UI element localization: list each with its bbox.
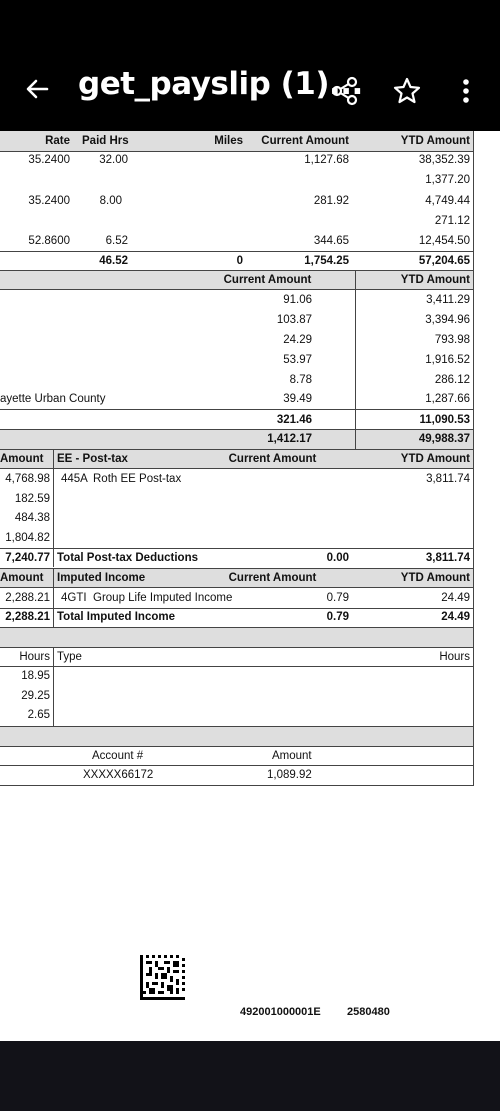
deduction-code: 445A bbox=[61, 473, 88, 485]
tax-current: 8.78 bbox=[289, 374, 312, 386]
earnings-current: 1,127.68 bbox=[304, 154, 349, 166]
earnings-rate: 52.8600 bbox=[28, 235, 70, 247]
deductions-left-value: 4,768.98 bbox=[5, 473, 50, 485]
tax-current: 91.06 bbox=[283, 294, 312, 306]
tax-current: 24.29 bbox=[283, 334, 312, 346]
bottom-bar bbox=[0, 1041, 500, 1111]
deduction-ytd: 3,811.74 bbox=[426, 473, 470, 485]
tax-ytd: 793.98 bbox=[434, 334, 470, 346]
deductions-left-value: 484.38 bbox=[14, 512, 50, 524]
imputed-left-value: 2,288.21 bbox=[5, 592, 50, 604]
deductions-current-header: Current Amount bbox=[228, 453, 317, 465]
deductions-title: EE - Post-tax bbox=[57, 453, 128, 465]
deduction-name: Roth EE Post-tax bbox=[93, 473, 182, 485]
earnings-ytd: 1,377.20 bbox=[425, 174, 470, 186]
deposit-section-band bbox=[0, 727, 473, 746]
deductions-ytd-header: YTD Amount bbox=[400, 453, 470, 465]
leave-type-header: Type bbox=[57, 651, 82, 663]
more-vert-icon[interactable] bbox=[454, 76, 478, 106]
deductions-left-value: 182.59 bbox=[14, 493, 50, 505]
tax-ytd: 1,287.66 bbox=[425, 393, 470, 405]
taxes-total-ytd: 11,090.53 bbox=[419, 414, 470, 426]
imputed-total-label: Total Imputed Income bbox=[57, 611, 175, 623]
deductions-left-total: 7,240.77 bbox=[5, 552, 50, 564]
imputed-total-ytd: 24.49 bbox=[441, 611, 470, 623]
earnings-hrs: 8.00 bbox=[99, 195, 122, 207]
deductions-left-header: Amount bbox=[0, 453, 44, 465]
deposit-amount: 1,089.92 bbox=[267, 769, 312, 781]
earnings-hrs: 32.00 bbox=[99, 154, 128, 166]
earnings-hrs: 6.52 bbox=[105, 235, 128, 247]
back-arrow-icon[interactable] bbox=[22, 74, 52, 104]
footer-code-1: 492001000001E bbox=[240, 1006, 321, 1018]
deductions-total-label: Total Post-tax Deductions bbox=[57, 552, 198, 564]
earnings-current: 344.65 bbox=[313, 235, 349, 247]
imputed-total-current: 0.79 bbox=[326, 611, 349, 623]
datamatrix-barcode bbox=[140, 955, 185, 1000]
deposit-account: XXXXX66172 bbox=[83, 769, 154, 781]
leave-hours-value: 2.65 bbox=[27, 709, 50, 721]
taxes-current-header: Current Amount bbox=[223, 274, 312, 286]
tax-label: ayette Urban County bbox=[0, 393, 106, 405]
earnings-ytd: 12,454.50 bbox=[418, 235, 470, 247]
payslip-document bbox=[0, 131, 500, 1041]
leave-hours-value: 29.25 bbox=[21, 690, 50, 702]
grand-total-ytd: 49,988.37 bbox=[418, 433, 470, 445]
earnings-ytd: 4,749.44 bbox=[425, 195, 470, 207]
earnings-total-hrs: 46.52 bbox=[99, 255, 128, 267]
imputed-code: 4GTI bbox=[61, 592, 87, 604]
star-icon[interactable] bbox=[392, 76, 422, 106]
imputed-left-header: Amount bbox=[0, 572, 44, 584]
earnings-paidhrs-header: Paid Hrs bbox=[82, 135, 129, 147]
imputed-current-header: Current Amount bbox=[228, 572, 317, 584]
earnings-total-current: 1,754.25 bbox=[304, 255, 349, 267]
deductions-total-ytd: 3,811.74 bbox=[425, 552, 470, 564]
tax-ytd: 3,411.29 bbox=[426, 294, 470, 306]
earnings-total-miles: 0 bbox=[236, 255, 243, 267]
earnings-current-header: Current Amount bbox=[261, 135, 349, 147]
earnings-ytd: 271.12 bbox=[434, 215, 470, 227]
share-icon[interactable] bbox=[331, 76, 359, 106]
tax-ytd: 1,916.52 bbox=[425, 354, 470, 366]
imputed-title: Imputed Income bbox=[57, 572, 146, 584]
imputed-ytd: 24.49 bbox=[441, 592, 470, 604]
tax-ytd: 286.12 bbox=[434, 374, 470, 386]
leave-hours-value: 18.95 bbox=[21, 670, 50, 682]
deposit-amount-header: Amount bbox=[272, 750, 312, 762]
leave-right-header: Hours bbox=[439, 651, 470, 663]
earnings-rate-header: Rate bbox=[45, 135, 70, 147]
taxes-ytd-header: YTD Amount bbox=[400, 274, 470, 286]
leave-section-band bbox=[0, 628, 473, 647]
earnings-rate: 35.2400 bbox=[28, 195, 70, 207]
app-bar bbox=[0, 0, 500, 131]
tax-current: 39.49 bbox=[283, 393, 312, 405]
earnings-rate: 35.2400 bbox=[28, 154, 70, 166]
leave-left-header: Hours bbox=[19, 651, 50, 663]
tax-ytd: 3,394.96 bbox=[425, 314, 470, 326]
imputed-name: Group Life Imputed Income bbox=[93, 592, 233, 604]
imputed-left-total: 2,288.21 bbox=[5, 611, 50, 623]
document-title: get_payslip (1)... bbox=[78, 66, 363, 102]
earnings-ytd-header: YTD Amount bbox=[400, 135, 470, 147]
earnings-ytd: 38,352.39 bbox=[418, 154, 470, 166]
imputed-current: 0.79 bbox=[326, 592, 349, 604]
earnings-miles-header: Miles bbox=[214, 135, 243, 147]
footer-code-2: 2580480 bbox=[347, 1006, 390, 1018]
imputed-ytd-header: YTD Amount bbox=[400, 572, 470, 584]
grand-total-current: 1,412.17 bbox=[267, 433, 312, 445]
taxes-total-current: 321.46 bbox=[276, 414, 312, 426]
deposit-account-header: Account # bbox=[92, 750, 144, 762]
earnings-current: 281.92 bbox=[313, 195, 349, 207]
deductions-total-current: 0.00 bbox=[326, 552, 349, 564]
tax-current: 103.87 bbox=[276, 314, 312, 326]
earnings-total-ytd: 57,204.65 bbox=[418, 255, 470, 267]
deductions-left-value: 1,804.82 bbox=[5, 532, 50, 544]
tax-current: 53.97 bbox=[283, 354, 312, 366]
